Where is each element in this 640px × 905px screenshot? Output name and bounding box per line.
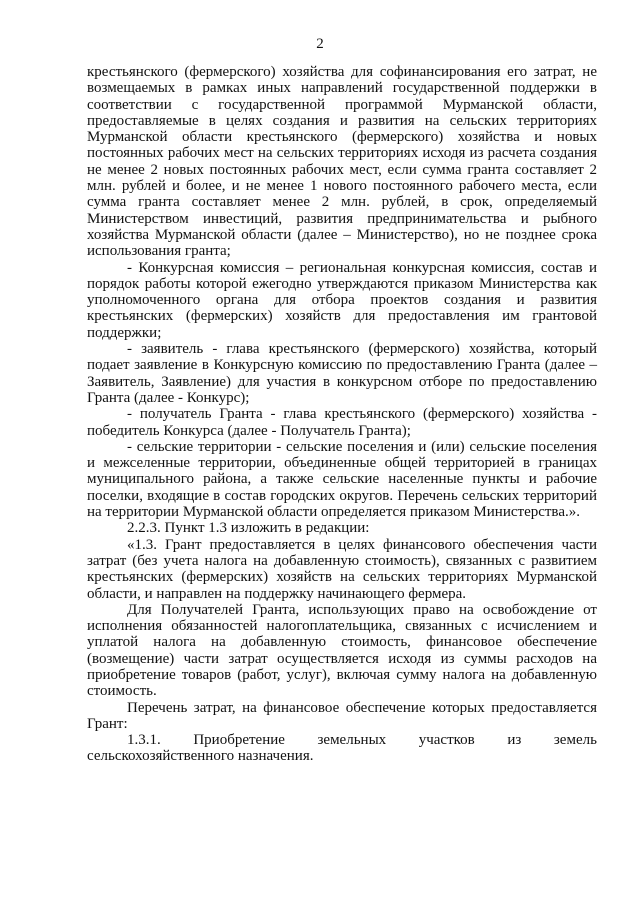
definition-grant-recipient: - получатель Гранта - глава крестьянского (фермерского) хозяйства - победитель Конкурса (далее - Получатель Гранта); (87, 406, 597, 439)
definition-applicant: - заявитель - глава крестьянского (фермерского) хозяйства, который подает заявление в Конкурсную комиссию по предоставлению Гранта (далее – Заявитель, Заявление) для участия в конкурсном отборе по предоставлению Гранта (далее - Конкурс); (87, 341, 597, 406)
paragraph-clause-1-3: «1.3. Грант предоставляется в целях финансового обеспечения части затрат (без учета налога на добавленную стоимость), связанных с развитием крестьянских (фермерских) хозяйств на сельских территориях Мурманской области, и направлен на поддержку начинающего фермера. (87, 536, 597, 602)
list-item-1-3-1 (87, 732, 597, 748)
document-body (87, 64, 597, 765)
list-item-word: участков (418, 732, 475, 749)
list-item-word: земель (553, 732, 597, 749)
definition-competition-commission: - Конкурсная комиссия – региональная конкурсная комиссия, состав и порядок работы которой ежегодно утверждаются приказом Министерства как уполномоченного органа для отбора проектов создания и развития крестьянских (фермерских) хозяйств для предоставления им грантовой поддержки; (87, 259, 597, 341)
list-item-word: Приобретение (193, 732, 285, 749)
definition-rural-territories: - сельские территории - сельские поселения и (или) сельские поселения и межселенные территории, объединенные общей территорией в границах муниципального района, а также сельские населенные пункты и рабочие поселки, входящие в состав городских округов. Перечень сельских территорий на территории Мурманской области определяется приказом Министерства.». (87, 438, 597, 521)
list-item-continuation: сельскохозяйственного назначения. (87, 748, 314, 765)
list-item-word: земельных (317, 732, 387, 749)
paragraph-vat-exemption: Для Получателей Гранта, использующих право на освобождение от исполнения обязанностей налогоплательщика, связанных с исчислением и уплатой налога на добавленную стоимость, финансовое обеспечение (возмещение) части затрат осуществляется исходя из суммы расходов на приобретение товаров (работ, услуг), включая сумму налога на добавленную стоимость. (87, 601, 597, 700)
paragraph-cost-list-intro: Перечень затрат, на финансовое обеспечение которых предоставляется Грант: (87, 699, 597, 732)
list-item-number: 1.3.1. (127, 732, 161, 749)
page-number: 2 (316, 36, 324, 52)
paragraph-continuation: крестьянского (фермерского) хозяйства для софинансирования его затрат, не возмещаемых в рамках иных направлений государственной поддержки в соответствии с государственной программой Мурманской области, предоставляемые в целях создания и развития на сельских территориях Мурманской области крестьянского (фермерского) хозяйства и новых постоянных рабочих мест на сельских территориях исходя из расчета создания не менее 2 новых постоянных рабочих мест, если сумма гранта составляет 2 млн. рублей и более, и не менее 1 нового постоянного рабочего места, если сумма гранта составляет менее 2 млн. рублей, в срок, определяемый Министерством инвестиций, развития предпринимательства и рыбного хозяйства Мурманской области (далее – Министерство), но не позднее срока использования гранта; (87, 64, 597, 260)
list-item-word: из (507, 732, 522, 749)
paragraph-clause-2-2-3: 2.2.3. Пункт 1.3 изложить в редакции: (127, 520, 370, 537)
